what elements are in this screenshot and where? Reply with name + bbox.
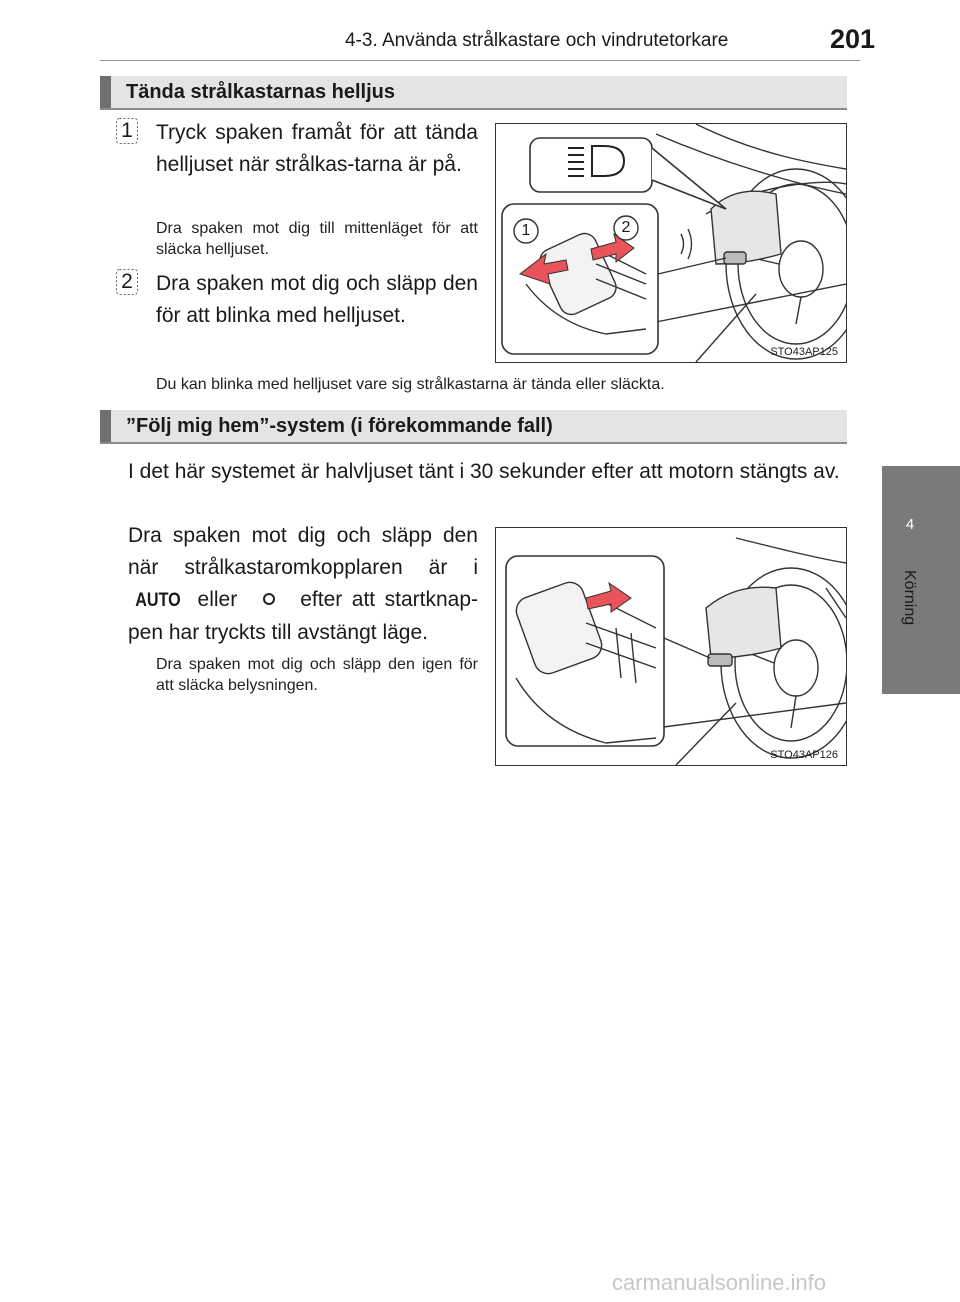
follow-me-home-instruction <box>128 520 478 649</box>
heading-accent-bar <box>100 76 111 108</box>
figure-code: STO43AP126 <box>770 749 838 761</box>
figure-label-2: 2 <box>621 219 631 236</box>
instruction-text-2: eller <box>197 588 238 611</box>
step-2-badge <box>116 269 138 295</box>
figure-code: STO43AP125 <box>770 346 838 358</box>
figure-high-beam-lever <box>495 123 847 363</box>
side-tab-label <box>896 570 920 670</box>
chapter-side-tab <box>882 466 960 694</box>
step-2-text: Dra spaken mot dig och släpp den för att blinka med helljuset. <box>156 272 478 327</box>
step-1-note: Dra spaken mot dig till mittenläget för att släcka helljuset. <box>156 220 478 258</box>
step-1-text: Tryck spaken framåt för att tända helljuset när strålkas-tarna är på. <box>156 121 478 176</box>
follow-me-home-intro: I det här systemet är halvljuset tänt i 30 sekunder efter att motorn stängts av. <box>128 460 840 483</box>
side-tab-label-text: Körning <box>901 570 918 626</box>
heading-accent-bar <box>100 410 111 442</box>
section-heading-text: ”Följ mig hem”-system (i förekommande fall) <box>126 415 553 437</box>
high-beam-footnote: Du kan blinka med helljuset vare sig strålkastarna är tända eller släckta. <box>156 376 665 393</box>
step-2-number: 2 <box>121 270 133 293</box>
chapter-title: 4-3. Använda strålkastare och vindrutetorkare <box>345 30 729 51</box>
lever-illustration-icon <box>496 124 846 362</box>
parking-light-icon <box>247 584 291 616</box>
instruction-text-1: Dra spaken mot dig och släpp den när strålkastaromkopplaren är i <box>128 524 478 579</box>
watermark: carmanualsonline.info <box>612 1270 827 1295</box>
side-tab-number: 4 <box>905 516 915 533</box>
follow-me-home-note: Dra spaken mot dig och släpp den igen för att släcka belysningen. <box>156 656 478 694</box>
section-heading-follow-me-home <box>100 410 847 444</box>
auto-symbol: AUTO <box>135 590 181 611</box>
section-heading-text: Tända strålkastarnas helljus <box>126 81 396 103</box>
section-heading-high-beam <box>100 76 847 110</box>
header-divider <box>100 60 860 61</box>
page-number: 201 <box>830 24 876 54</box>
lever-pull-illustration-icon <box>496 528 846 765</box>
step-1-badge <box>116 118 138 144</box>
instruction-text-3: efter att startknap-pen har tryckts till avstängt läge. <box>128 588 478 644</box>
figure-follow-me-home-lever <box>495 527 847 766</box>
step-1-number: 1 <box>121 119 133 142</box>
figure-label-1: 1 <box>521 222 531 239</box>
